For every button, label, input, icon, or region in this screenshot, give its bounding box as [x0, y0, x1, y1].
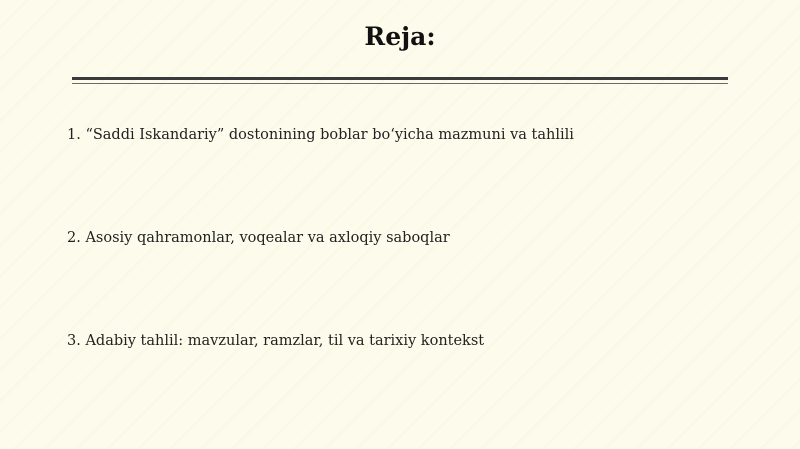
divider-thin-line [72, 83, 728, 84]
plan-item-1: 1. “Saddi Iskandariy” dostonining boblar bo‘yicha mazmuni va tahlili [67, 127, 574, 143]
divider-thick-line [72, 77, 728, 80]
plan-item-3: 3. Adabiy tahlil: mavzular, ramzlar, til va tarixiy kontekst [67, 333, 485, 349]
title-divider [72, 77, 728, 86]
plan-item-2: 2. Asosiy qahramonlar, voqealar va axloqiy saboqlar [67, 230, 450, 246]
slide-title: Reja: [364, 22, 436, 51]
